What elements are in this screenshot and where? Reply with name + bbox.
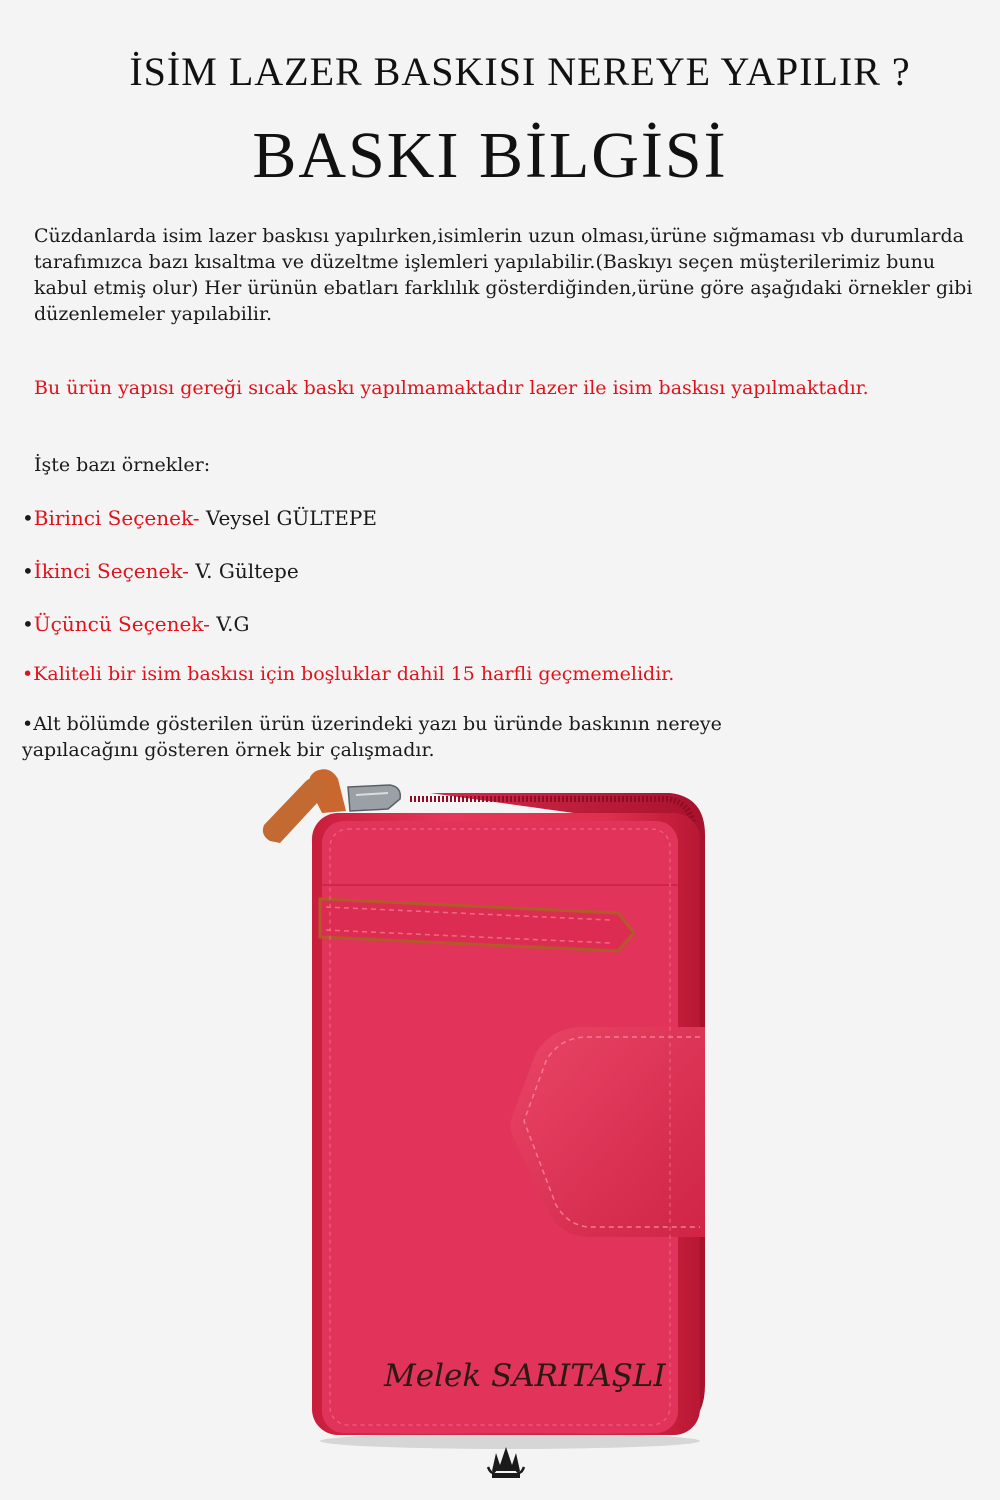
option-second xyxy=(22,559,299,583)
warning-paragraph: Bu ürün yapısı gereği sıcak baskı yapılmamaktadır lazer ile isim baskısı yapılmaktadır. xyxy=(34,377,869,399)
sample-note: •Alt bölümde gösterilen ürün üzerindeki yazı bu üründe baskının nereye yapılacağını gösteren örnek bir çalışmadır. xyxy=(22,713,722,761)
quality-note: •Kaliteli bir isim baskısı için boşluklar dahil 15 harfli geçmemelidir. xyxy=(22,663,675,685)
intro-paragraph: Cüzdanlarda isim lazer baskısı yapılırken,isimlerin uzun olması,ürüne sığmaması vb durumlarda tarafımızca bazı kısaltma ve düzeltme işlemleri yapılabilir.(Baskıyı seçen müşterilerimiz bunu kabul etmiş olur) Her ürünün ebatları farklılık gösterdiğinden,ürüne göre aşağıdaki örnekler gibi düzenlemeler yapılabilir. xyxy=(34,225,973,325)
engraving-text: Melek SARITAŞLI xyxy=(384,1358,666,1394)
option-label: Üçüncü Seçenek- xyxy=(33,612,210,636)
examples-heading: İşte bazı örnekler: xyxy=(34,454,211,476)
page-title: BASKI BİLGİSİ xyxy=(252,119,728,192)
wallet-image xyxy=(250,765,720,1460)
option-value: V. Gültepe xyxy=(188,559,299,583)
question-heading: İSİM LAZER BASKISI NEREYE YAPILIR ? xyxy=(129,49,911,94)
option-bullet: • xyxy=(22,506,34,530)
option-value: Veysel GÜLTEPE xyxy=(199,506,377,530)
option-value: V.G xyxy=(209,612,250,636)
option-third xyxy=(22,612,250,636)
option-bullet: • xyxy=(22,559,34,583)
trident-crown-icon xyxy=(486,1443,526,1483)
option-bullet: • xyxy=(22,612,34,636)
option-label: Birinci Seçenek- xyxy=(33,506,200,530)
option-label: İkinci Seçenek- xyxy=(33,559,189,583)
option-first xyxy=(22,506,377,530)
